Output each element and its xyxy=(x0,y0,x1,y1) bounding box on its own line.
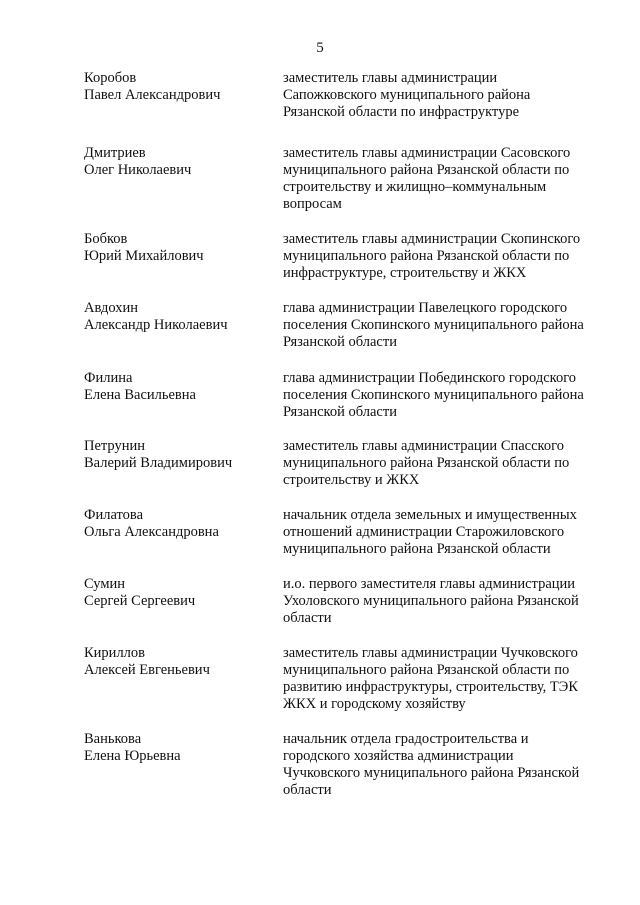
position-description xyxy=(283,231,613,282)
position-description xyxy=(283,145,613,213)
position-line: муниципального района Рязанской области по xyxy=(283,455,570,471)
given-names: Елена Васильевна xyxy=(84,387,196,403)
position-line: области xyxy=(283,782,332,798)
person-name xyxy=(84,145,264,179)
position-line: Рязанской области по инфраструктуре xyxy=(283,104,520,120)
position-description xyxy=(283,438,613,489)
position-line: вопросам xyxy=(283,196,342,212)
position-description xyxy=(283,300,613,351)
position-line: заместитель главы администрации Скопинского xyxy=(283,231,581,247)
given-names: Олег Николаевич xyxy=(84,162,192,178)
position-description xyxy=(283,370,613,421)
position-line: муниципального района Рязанской области по xyxy=(283,162,570,178)
position-line: области xyxy=(283,610,332,626)
position-line: поселения Скопинского муниципального района xyxy=(283,387,584,403)
position-line: муниципального района Рязанской области по xyxy=(283,662,570,678)
position-line: Чучковского муниципального района Рязанской xyxy=(283,765,580,781)
position-line: заместитель главы администрации Спасского xyxy=(283,438,564,454)
position-line: глава администрации Павелецкого городского xyxy=(283,300,568,316)
given-names: Павел Александрович xyxy=(84,87,221,103)
position-line: городского хозяйства администрации xyxy=(283,748,514,764)
position-line: начальник отдела земельных и имущественных xyxy=(283,507,577,523)
surname: Бобков xyxy=(84,231,128,247)
surname: Авдохин xyxy=(84,300,138,316)
surname: Филатова xyxy=(84,507,143,523)
position-line: ЖКХ и городскому хозяйству xyxy=(283,696,466,712)
position-line: отношений администрации Старожиловского xyxy=(283,524,565,540)
given-names: Елена Юрьевна xyxy=(84,748,181,764)
given-names: Алексей Евгеньевич xyxy=(84,662,210,678)
person-name xyxy=(84,731,264,765)
position-line: строительству и ЖКХ xyxy=(283,472,420,488)
position-line: Ухоловского муниципального района Рязанской xyxy=(283,593,579,609)
position-description xyxy=(283,645,613,713)
position-line: Рязанской области xyxy=(283,404,397,420)
given-names: Александр Николаевич xyxy=(84,317,228,333)
position-line: строительству и жилищно–коммунальным xyxy=(283,179,547,195)
position-line: заместитель главы администрации Чучковского xyxy=(283,645,578,661)
person-name xyxy=(84,70,264,104)
person-name xyxy=(84,507,264,541)
surname: Петрунин xyxy=(84,438,146,454)
surname: Кириллов xyxy=(84,645,146,661)
position-description xyxy=(283,731,613,799)
position-description xyxy=(283,70,613,121)
given-names: Сергей Сергеевич xyxy=(84,593,196,609)
surname: Дмитриев xyxy=(84,145,146,161)
position-line: муниципального района Рязанской области по xyxy=(283,248,570,264)
position-line: Рязанской области xyxy=(283,334,397,350)
surname: Филина xyxy=(84,370,133,386)
position-line: поселения Скопинского муниципального района xyxy=(283,317,584,333)
position-line: развитию инфраструктуры, строительству, ТЭК xyxy=(283,679,579,695)
position-description xyxy=(283,507,613,558)
position-line: инфраструктуре, строительству и ЖКХ xyxy=(283,265,527,281)
surname: Ванькова xyxy=(84,731,142,747)
position-line: Сапожковского муниципального района xyxy=(283,87,531,103)
position-line: глава администрации Побединского городского xyxy=(283,370,577,386)
person-name xyxy=(84,576,264,610)
person-name xyxy=(84,645,264,679)
surname: Сумин xyxy=(84,576,126,592)
given-names: Валерий Владимирович xyxy=(84,455,233,471)
surname: Коробов xyxy=(84,70,137,86)
position-line: начальник отдела градостроительства и xyxy=(283,731,529,747)
position-line: муниципального района Рязанской области xyxy=(283,541,551,557)
position-description xyxy=(283,576,613,627)
position-line: заместитель главы администрации xyxy=(283,70,498,86)
position-line: заместитель главы администрации Сасовского xyxy=(283,145,571,161)
position-line: и.о. первого заместителя главы администрации xyxy=(283,576,576,592)
given-names: Ольга Александровна xyxy=(84,524,219,540)
person-name xyxy=(84,370,264,404)
person-name xyxy=(84,300,264,334)
person-name xyxy=(84,438,264,472)
given-names: Юрий Михайлович xyxy=(84,248,204,264)
person-name xyxy=(84,231,264,265)
page-number: 5 xyxy=(316,40,324,56)
